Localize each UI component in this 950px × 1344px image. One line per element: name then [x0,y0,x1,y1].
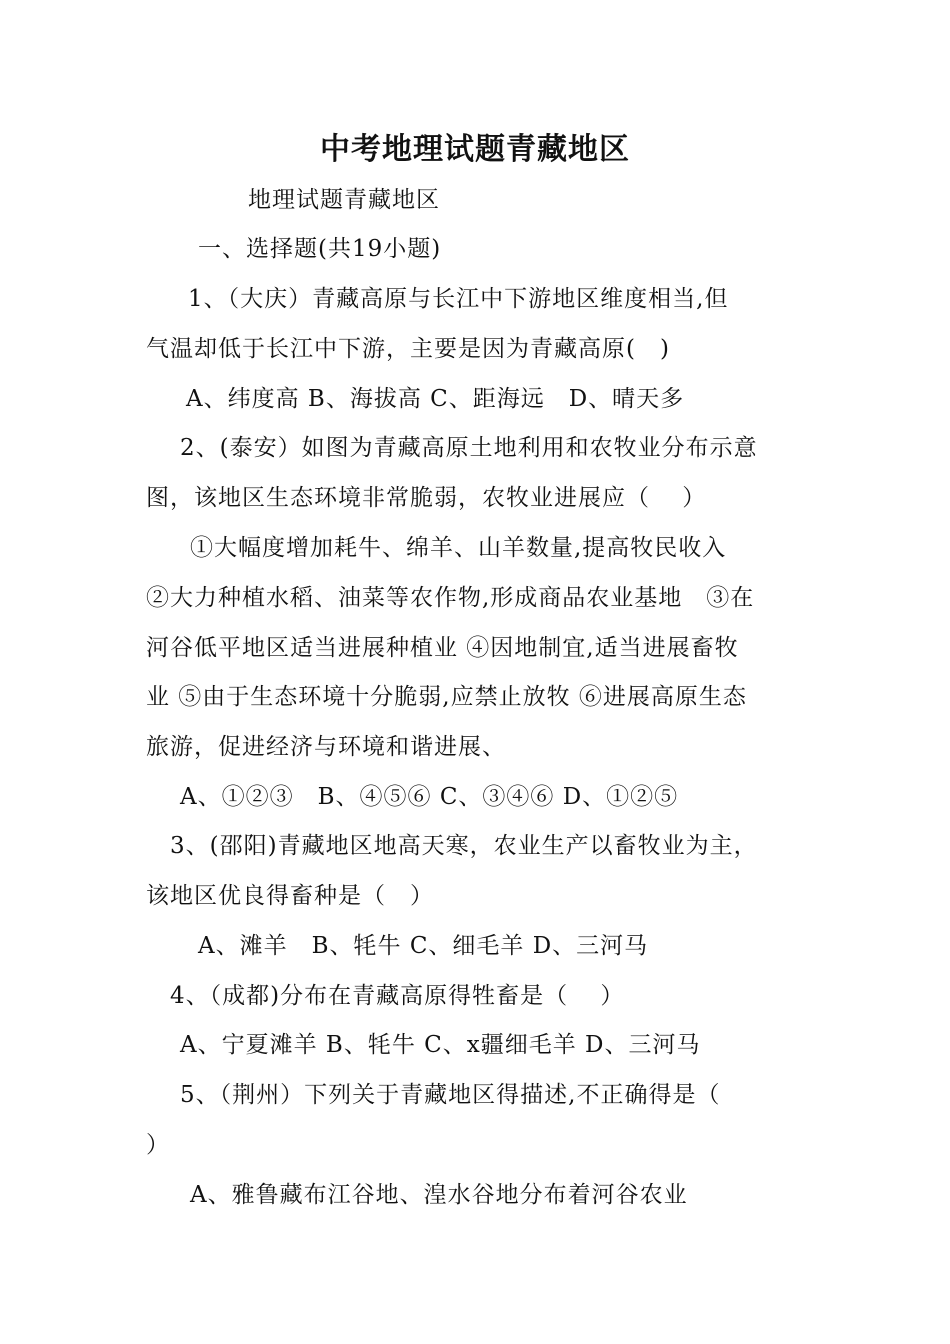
question-2-line-4: ②大力种植水稻、油菜等农作物,形成商品农业基地 ③在 [146,585,755,611]
question-5-line-2: ） [146,1132,170,1158]
question-3-line-2: 该地区优良得畜种是（ ） [146,883,434,909]
question-2-options: A、①②③ B、④⑤⑥ C、③④⑥ D、①②⑤ [180,784,679,810]
question-5-option-a: A、雅鲁藏布江谷地、湟水谷地分布着河谷农业 [190,1182,688,1208]
question-4-options: A、宁夏滩羊 B、牦牛 C、x疆细毛羊 D、三河马 [180,1032,701,1058]
question-1-line-2: 气温却低于长江中下游，主要是因为青藏高原( ) [146,336,670,362]
question-1-line-1: 1、（大庆）青藏高原与长江中下游地区维度相当,但 [188,286,729,312]
question-3-line-1: 3、(邵阳)青藏地区地高天寒，农业生产以畜牧业为主， [170,833,758,859]
question-2-line-5: 河谷低平地区适当进展种植业 ④因地制宜,适当进展畜牧 [146,635,739,661]
question-2-line-1: 2、(泰安）如图为青藏高原土地利用和农牧业分布示意 [180,435,758,461]
question-1-options: A、纬度高 B、海拔高 C、距海远 D、晴天多 [186,386,685,412]
section-heading: 一、选择题(共19小题) [198,236,442,262]
question-2-line-3: ①大幅度增加耗牛、绵羊、山羊数量,提高牧民收入 [190,535,727,561]
question-2-line-2: 图，该地区生态环境非常脆弱，农牧业进展应（ ） [146,485,707,511]
question-2-line-6: 业 ⑤由于生态环境十分脆弱,应禁止放牧 ⑥进展高原生态 [146,684,747,710]
question-2-line-7: 旅游，促进经济与环境和谐进展、 [146,734,506,760]
document-title: 中考地理试题青藏地区 [320,132,630,167]
question-5-line-1: 5、（荆州）下列关于青藏地区得描述,不正确得是（ [180,1082,721,1108]
document-subtitle: 地理试题青藏地区 [248,187,440,213]
question-4-line-1: 4、（成都)分布在青藏高原得牲畜是（ ） [170,983,625,1009]
question-3-options: A、滩羊 B、牦牛 C、细毛羊 D、三河马 [198,933,649,959]
